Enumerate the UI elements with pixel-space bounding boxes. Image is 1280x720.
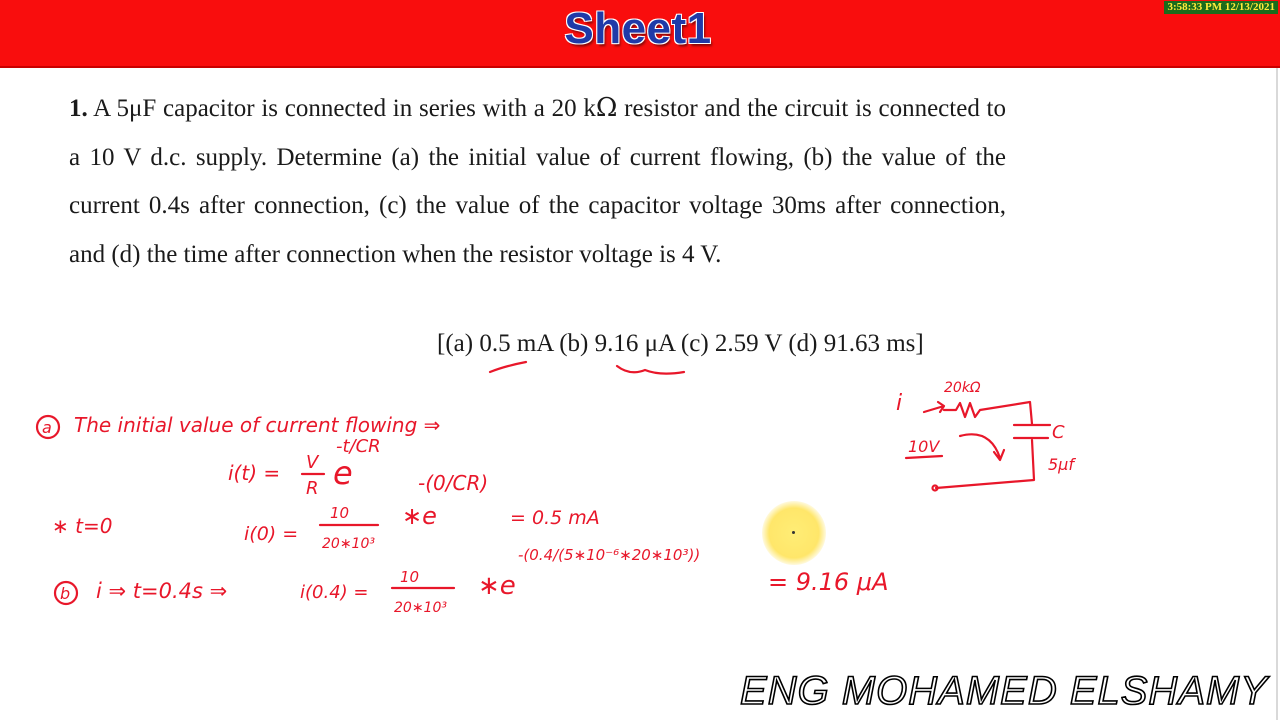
mouse-cursor-dot	[792, 531, 795, 534]
i0-exp: ∗e	[402, 502, 437, 530]
i0-denominator: 20∗10³	[322, 536, 375, 552]
i04-exponent: -(0.4/(5∗10⁻⁶∗20∗10³))	[518, 546, 701, 564]
exponent-zero: -(0/CR)	[418, 471, 489, 495]
formula-e: e	[333, 454, 353, 492]
circuit-right-wire	[936, 440, 1034, 488]
i0-numerator: 10	[330, 504, 350, 522]
i04-e: ∗e	[478, 571, 516, 601]
formula-exponent: -t/CR	[336, 436, 381, 457]
circuit-capacitor-value: 5μf	[1048, 455, 1074, 474]
current-arrow	[924, 402, 944, 412]
i0-result: = 0.5 mA	[510, 507, 600, 529]
answer-a-underline	[490, 362, 526, 372]
formula-lhs: i(t) =	[228, 461, 281, 485]
part-b-statement: i ⇒ t=0.4s ⇒	[96, 579, 228, 603]
formula-numerator: V	[306, 452, 319, 473]
circuit-resistor-label: 20kΩ	[944, 380, 981, 396]
i04-lhs: i(0.4) =	[300, 582, 369, 603]
i04-numerator: 10	[400, 568, 420, 586]
omega-symbol: Ω	[595, 93, 618, 123]
part-b-marker: b	[60, 584, 71, 603]
problem-number: 1.	[69, 95, 88, 122]
t-equals-zero: ∗ t=0	[52, 514, 113, 538]
circuit-capacitor-label: C	[1052, 422, 1065, 443]
part-a-heading: The initial value of current flowing ⇒	[74, 413, 441, 437]
formula-denominator: R	[306, 478, 319, 499]
i04-denominator: 20∗10³	[394, 600, 447, 616]
i0-lhs: i(0) =	[244, 523, 299, 545]
i04-result: = 9.16 μA	[768, 568, 889, 596]
author-watermark: ENG MOHAMED ELSHAMY	[740, 669, 1268, 713]
circuit-top-wire-resistor	[944, 402, 1032, 424]
sheet-title: Sheet1	[564, 4, 712, 53]
answer-b-underline	[617, 366, 684, 374]
voltage-underline	[906, 456, 942, 458]
circuit-current-label: i	[896, 391, 903, 416]
problem-text-part1: A 5μF capacitor is connected in series with a 20 k	[87, 95, 596, 122]
circuit-current-loop	[960, 434, 1004, 460]
answer-key: [(a) 0.5 mA (b) 9.16 μA (c) 2.59 V (d) 91.63 ms]	[437, 330, 924, 357]
circuit-voltage-label: 10V	[908, 437, 940, 456]
problem-text-part2: resistor and the circuit is connected to a 10 V d.c. supply. Determine (a) the initial value of current flowing, (b) the value of the current 0.4s after connection, (c) the value of the capacitor voltage 30ms after connection, and (d) the time after connection when the resistor voltage is 4 V.	[69, 95, 1006, 268]
recording-timestamp: 3:58:33 PM 12/13/2021	[1164, 1, 1278, 14]
part-a-marker: a	[42, 418, 52, 437]
